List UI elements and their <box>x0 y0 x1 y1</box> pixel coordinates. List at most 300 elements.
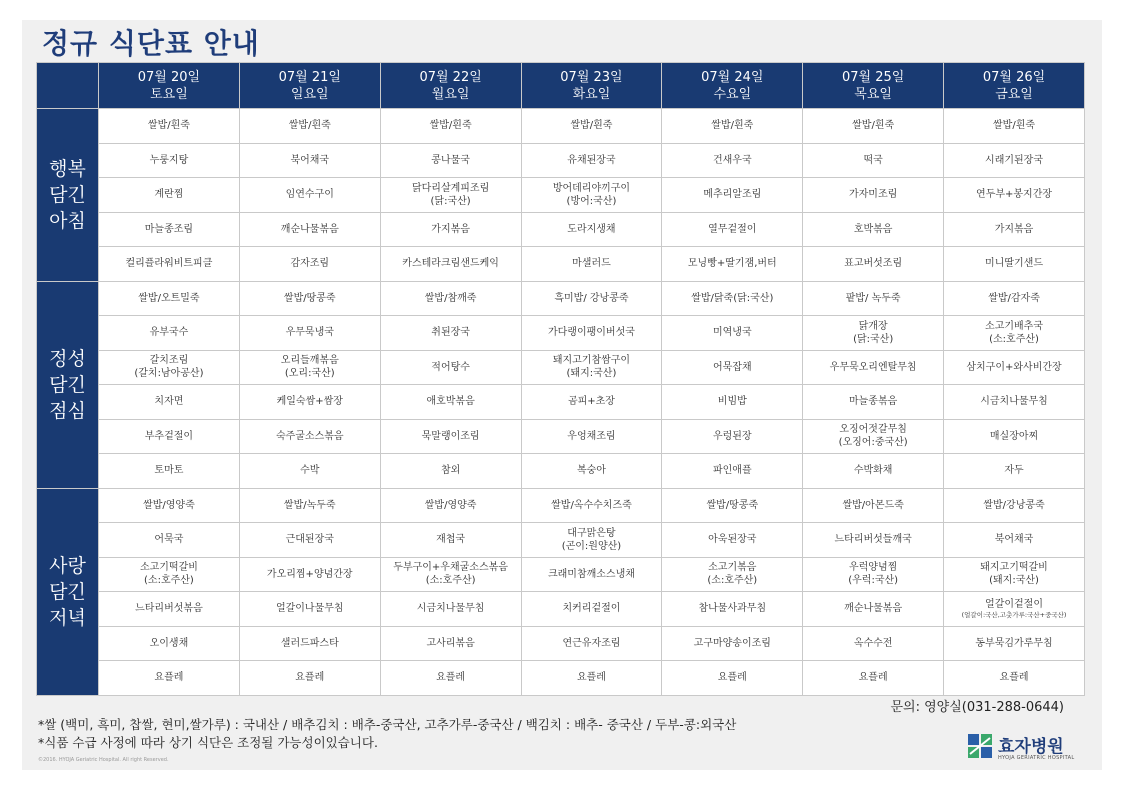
dish-text: 요플레 <box>858 672 888 684</box>
dish-cell <box>944 488 1085 523</box>
dish-cell <box>803 626 944 661</box>
dish-cell <box>380 385 521 420</box>
dish-cell <box>803 316 944 351</box>
day-header <box>380 63 521 109</box>
dish-text: 애호박볶음 <box>426 396 475 408</box>
breakfast-row <box>37 178 1085 213</box>
dish-cell <box>99 178 240 213</box>
dish-cell <box>380 557 521 592</box>
dish-cell <box>380 143 521 178</box>
day-header <box>521 63 662 109</box>
dish-cell <box>380 247 521 282</box>
dish-cell <box>521 281 662 316</box>
dish-cell <box>239 247 380 282</box>
dish-cell <box>944 247 1085 282</box>
day-header-row <box>37 63 1085 109</box>
dish-cell <box>803 178 944 213</box>
dish-text: 쌀밥/땅콩죽 <box>706 499 759 511</box>
dish-cell <box>803 592 944 627</box>
hospital-logo <box>968 732 1080 766</box>
dish-cell <box>944 592 1085 627</box>
dish-text: 곰피+초장 <box>567 396 615 408</box>
dish-cell <box>803 385 944 420</box>
dish-cell <box>944 419 1085 454</box>
dish-text: 쌀밥/강낭콩죽 <box>983 499 1045 511</box>
day-date: 07월 23일 <box>560 69 623 85</box>
dish-text: 쌀밥/땅콩죽 <box>283 292 336 304</box>
breakfast-row <box>37 212 1085 247</box>
dish-cell <box>521 178 662 213</box>
dish-cell <box>944 316 1085 351</box>
dish-cell <box>239 488 380 523</box>
notes <box>38 716 736 752</box>
dish-cell <box>803 212 944 247</box>
dish-cell <box>239 661 380 696</box>
dish-cell <box>662 178 803 213</box>
dish-text: 쌀밥/오트밀죽 <box>138 292 200 304</box>
logo-name: 효자병원 <box>998 737 1064 757</box>
dish-cell <box>99 419 240 454</box>
dish-cell <box>99 247 240 282</box>
day-weekday: 화요일 <box>572 86 611 102</box>
dish-cell <box>380 592 521 627</box>
lunch-label-line: 정성 <box>49 347 86 370</box>
day-date: 07월 22일 <box>419 69 482 85</box>
dish-text: (오징어:중국산) <box>838 437 908 449</box>
dinner-row <box>37 626 1085 661</box>
dish-cell <box>944 143 1085 178</box>
dish-text: 마늘종볶음 <box>848 396 898 408</box>
dish-text: (얼갈이:국산,고춧가루:국산+중국산) <box>961 610 1067 619</box>
dish-cell <box>239 143 380 178</box>
dish-cell <box>239 557 380 592</box>
dish-cell <box>239 592 380 627</box>
dish-cell <box>803 523 944 558</box>
menu-table <box>36 62 1085 696</box>
dish-text: 표고버섯조림 <box>844 258 903 270</box>
dish-cell <box>99 488 240 523</box>
dish-text: 쌀밥/아몬드죽 <box>842 499 904 511</box>
dish-text: 자두 <box>1004 465 1024 477</box>
dish-text: 연근유자조림 <box>562 637 621 649</box>
dish-text: (돼지:국산) <box>989 575 1039 587</box>
dish-cell <box>521 592 662 627</box>
dish-text: 쌀밥/흰죽 <box>570 120 613 132</box>
dish-text: 가오리찜+양념간장 <box>266 568 353 580</box>
dish-text: 취된장국 <box>431 327 470 339</box>
dish-cell <box>521 385 662 420</box>
dish-text: 참나물사과무침 <box>698 603 767 615</box>
breakfast-label-line: 행복 <box>49 157 86 180</box>
menu-sheet <box>22 20 1102 770</box>
dish-text: 북어채국 <box>290 154 330 166</box>
breakfast-row <box>37 247 1085 282</box>
dish-cell <box>380 454 521 489</box>
dish-text: 연두부+봉지간장 <box>976 189 1053 201</box>
dish-text: 쌀밥/흰죽 <box>993 120 1036 132</box>
dinner-row <box>37 523 1085 558</box>
dish-text: 토마토 <box>154 465 184 477</box>
dish-cell <box>239 626 380 661</box>
dish-text: 닭다리살계피조림 <box>411 182 490 194</box>
dish-text: 가지볶음 <box>994 223 1034 235</box>
day-weekday: 금요일 <box>995 86 1033 102</box>
dish-cell <box>99 143 240 178</box>
dish-cell <box>521 488 662 523</box>
dish-text: 팥밥/ 녹두죽 <box>845 292 901 304</box>
dish-text: 쌀밥/옥수수치즈죽 <box>551 499 632 511</box>
header-corner <box>37 63 99 109</box>
dish-cell <box>662 247 803 282</box>
day-header <box>944 63 1085 109</box>
dish-text: 누룽지탕 <box>149 154 189 166</box>
dish-text: 요플레 <box>999 672 1029 684</box>
dish-text: 건새우국 <box>712 154 752 166</box>
dish-text: 열무겉절이 <box>708 223 757 235</box>
dish-text: 아욱된장국 <box>708 534 757 546</box>
dish-text: (닭:국산) <box>430 195 471 207</box>
note-origin: *쌀 (백미, 흑미, 찹쌀, 현미,쌀가루) : 국내산 / 배추김치 : 배추-중국산, 고추가루-중국산 / 백김치 : 배추- 중국산 / 두부-콩:외국산 <box>38 717 737 732</box>
dish-cell <box>944 661 1085 696</box>
dish-cell <box>521 143 662 178</box>
dish-cell <box>662 109 803 144</box>
dish-text: 흑미밥/ 강낭콩죽 <box>554 292 629 304</box>
dish-cell <box>99 385 240 420</box>
dish-cell <box>662 350 803 385</box>
dish-text: 쌀밥/감자죽 <box>988 292 1040 304</box>
dish-text: 소고기떡갈비 <box>139 562 198 574</box>
dinner-label-line: 저녁 <box>49 606 86 629</box>
dinner-row <box>37 488 1085 523</box>
dinner-row <box>37 661 1085 696</box>
dish-text: 비빔밥 <box>717 396 747 408</box>
dish-cell <box>944 350 1085 385</box>
breakfast-label <box>37 109 99 282</box>
dish-text: 닭개장 <box>858 320 888 332</box>
dish-text: 오징어젓갈무침 <box>839 424 907 436</box>
dish-cell <box>99 557 240 592</box>
dish-cell <box>662 143 803 178</box>
dish-cell <box>99 212 240 247</box>
dish-cell <box>944 281 1085 316</box>
dish-text: 얼갈이겉절이 <box>985 598 1044 610</box>
dish-text: 크래미참깨소스냉채 <box>547 568 635 580</box>
dish-cell <box>99 316 240 351</box>
dish-cell <box>803 454 944 489</box>
lunch-label <box>37 281 99 488</box>
dish-cell <box>803 350 944 385</box>
dish-cell <box>380 488 521 523</box>
day-header <box>803 63 944 109</box>
logo-mark-icon <box>968 734 992 758</box>
day-header <box>662 63 803 109</box>
dish-text: 복숭아 <box>576 465 606 477</box>
dish-text: 쌀밥/흰죽 <box>429 120 472 132</box>
dish-text: 오이생채 <box>149 637 189 649</box>
dish-cell <box>521 316 662 351</box>
dish-text: 임연수구이 <box>285 189 334 201</box>
dish-cell <box>662 661 803 696</box>
dish-text: (우럭:국산) <box>848 575 899 587</box>
dish-cell <box>662 454 803 489</box>
dish-text: 미니딸기샌드 <box>985 258 1044 270</box>
day-weekday: 월요일 <box>431 86 470 102</box>
dish-text: 유부국수 <box>149 327 189 339</box>
dish-cell <box>239 523 380 558</box>
dish-cell <box>239 419 380 454</box>
dish-text: 우렁된장 <box>712 430 752 442</box>
dish-cell <box>239 212 380 247</box>
dish-text: (갈치:남아공산) <box>134 368 204 380</box>
dish-text: (소:호주산) <box>425 575 476 587</box>
lunch-row <box>37 281 1085 316</box>
dish-text: 도라지생채 <box>567 223 616 235</box>
day-header <box>239 63 380 109</box>
dish-text: 숙주굴소스볶음 <box>275 430 344 442</box>
dish-cell <box>239 385 380 420</box>
dish-cell <box>944 523 1085 558</box>
dish-cell <box>99 523 240 558</box>
dish-cell <box>239 178 380 213</box>
dish-cell <box>239 109 380 144</box>
dish-cell <box>662 212 803 247</box>
dish-cell <box>803 419 944 454</box>
day-weekday: 목요일 <box>854 86 892 102</box>
dish-cell <box>99 626 240 661</box>
dish-cell <box>380 626 521 661</box>
dish-text: 대구맑은탕 <box>567 527 616 539</box>
dish-cell <box>803 488 944 523</box>
dish-text: 깨순나물볶음 <box>844 603 903 615</box>
dish-text: 우무묵냉국 <box>285 327 334 339</box>
breakfast-row <box>37 109 1085 144</box>
dish-text: 방어데리야끼구이 <box>552 182 631 194</box>
dish-cell <box>99 661 240 696</box>
dish-text: 두부구이+우채굴소스볶음 <box>393 562 508 574</box>
dish-cell <box>99 109 240 144</box>
dish-cell <box>380 523 521 558</box>
dish-text: 매실장아찌 <box>989 430 1039 442</box>
dish-text: 마늘종조림 <box>144 223 194 235</box>
dish-text: (소:호주산) <box>144 575 194 587</box>
dish-text: 부추겉절이 <box>144 430 194 442</box>
dish-text: (닭:국산) <box>853 333 894 345</box>
breakfast-label-line: 아침 <box>49 209 86 232</box>
dish-cell <box>239 350 380 385</box>
dish-cell <box>239 454 380 489</box>
dish-text: 깨순나물볶음 <box>280 223 339 235</box>
dish-text: 근대된장국 <box>285 534 334 546</box>
dish-cell <box>239 281 380 316</box>
dish-text: 어묵잡채 <box>712 361 752 373</box>
dish-text: 묵말랭이조림 <box>421 430 480 442</box>
dish-text: 돼지고기참쌈구이 <box>552 355 631 367</box>
dish-text: 떡국 <box>863 154 883 166</box>
dish-cell <box>662 592 803 627</box>
dinner-label-line: 사랑 <box>49 554 86 577</box>
dish-cell <box>803 247 944 282</box>
dish-text: 소고기볶음 <box>708 562 757 574</box>
dish-text: 감자조림 <box>290 258 330 270</box>
dish-text: 요플레 <box>576 672 606 684</box>
dish-text: (돼지:국산) <box>566 368 617 380</box>
dinner-row <box>37 557 1085 592</box>
dish-cell <box>380 419 521 454</box>
dish-cell <box>944 557 1085 592</box>
dish-cell <box>521 247 662 282</box>
dinner-label-line: 담긴 <box>49 580 86 603</box>
dish-text: 가자미조림 <box>848 189 898 201</box>
dish-cell <box>521 109 662 144</box>
dish-text: (곤이:원양산) <box>561 540 622 552</box>
dish-text: 모닝빵+딸기잼,버터 <box>687 258 777 270</box>
dish-text: 요플레 <box>295 672 325 684</box>
dish-cell <box>380 109 521 144</box>
dish-text: 동부묵김가루무침 <box>975 637 1053 649</box>
dish-text: 쌀밥/흰죽 <box>288 120 331 132</box>
dish-text: 샐러드파스타 <box>280 637 339 649</box>
day-date: 07월 24일 <box>701 69 764 85</box>
dish-text: 쌀밥/영양죽 <box>143 499 195 511</box>
dish-text: (오리:국산) <box>284 368 335 380</box>
dish-text: 고사리볶음 <box>426 637 475 649</box>
day-header <box>99 63 240 109</box>
dish-text: 오리들깨볶음 <box>280 355 339 367</box>
dish-text: 소고기배추국 <box>985 320 1044 332</box>
day-weekday: 토요일 <box>150 86 188 102</box>
dish-cell <box>521 350 662 385</box>
dish-cell <box>99 592 240 627</box>
dish-text: 적어탕수 <box>431 361 470 373</box>
dish-cell <box>99 350 240 385</box>
lunch-row <box>37 454 1085 489</box>
dish-text: 시금치나물무침 <box>416 603 485 615</box>
dish-text: 삼치구이+와사비간장 <box>966 361 1062 373</box>
dish-text: 메추리알조림 <box>703 189 762 201</box>
day-date: 07월 25일 <box>841 69 905 85</box>
dish-cell <box>944 109 1085 144</box>
lunch-row <box>37 316 1085 351</box>
dish-text: 쌀밥/흰죽 <box>147 120 190 132</box>
dish-text: 콩나물국 <box>431 154 470 166</box>
breakfast-row <box>37 143 1085 178</box>
dish-text: 컬리플라워비트피클 <box>125 258 213 270</box>
dish-text: 쌀밥/흰죽 <box>852 120 895 132</box>
dish-cell <box>662 281 803 316</box>
dish-cell <box>944 454 1085 489</box>
dish-cell <box>99 281 240 316</box>
logo-subtitle: HYOJA GERIATRIC HOSPITAL <box>998 755 1075 761</box>
dish-cell <box>380 212 521 247</box>
contact-info: 문의: 영양실(031-288-0644) <box>890 700 1064 715</box>
note-adjustment: *식품 수급 사정에 따라 상기 식단은 조정될 가능성이있습니다. <box>38 735 378 750</box>
dish-text: 참외 <box>440 465 461 477</box>
dish-text: 쌀밥/영양죽 <box>424 499 477 511</box>
dish-text: 시금치나물무침 <box>980 396 1048 408</box>
day-date: 07월 26일 <box>982 69 1046 85</box>
dish-text: 치커리겉절이 <box>562 603 621 615</box>
dish-cell <box>803 557 944 592</box>
dish-text: 우무묵오리엔탈무침 <box>829 361 917 373</box>
dish-cell <box>803 143 944 178</box>
dish-text: 카스테라크림샌드케익 <box>402 258 499 270</box>
dish-text: 계란찜 <box>154 189 184 201</box>
lunch-label-line: 점심 <box>49 399 86 422</box>
dish-text: 가지볶음 <box>431 223 470 235</box>
dish-cell <box>99 454 240 489</box>
dish-cell <box>380 281 521 316</box>
dish-text: (소:호주산) <box>989 333 1039 345</box>
dish-text: 요플레 <box>154 672 184 684</box>
dish-text: 요플레 <box>436 672 466 684</box>
dish-text: 호박볶음 <box>853 223 893 235</box>
lunch-row <box>37 419 1085 454</box>
dish-cell <box>944 385 1085 420</box>
lunch-row <box>37 385 1085 420</box>
dinner-row <box>37 592 1085 627</box>
dish-text: 미역냉국 <box>712 327 752 339</box>
dish-cell <box>662 523 803 558</box>
dish-cell <box>380 316 521 351</box>
dish-cell <box>803 109 944 144</box>
dish-text: 수박화채 <box>853 465 893 477</box>
dish-text: 재첩국 <box>436 534 466 546</box>
day-date: 07월 20일 <box>137 69 201 85</box>
dish-text: 얼갈이나물무침 <box>275 603 344 615</box>
dish-text: 갈치조림 <box>149 355 189 367</box>
dish-text: 요플레 <box>717 672 747 684</box>
lunch-row <box>37 350 1085 385</box>
dish-text: 우럭양념찜 <box>848 562 898 574</box>
dish-cell <box>662 488 803 523</box>
dish-cell <box>521 454 662 489</box>
dish-text: 유채된장국 <box>567 154 616 166</box>
dish-text: 느타리버섯들깨국 <box>834 534 912 546</box>
dish-cell <box>380 178 521 213</box>
dish-cell <box>380 661 521 696</box>
dish-text: 치자면 <box>154 396 184 408</box>
dish-text: 옥수수전 <box>853 637 893 649</box>
dish-cell <box>944 626 1085 661</box>
dish-cell <box>521 661 662 696</box>
dish-text: 우엉채조림 <box>567 430 616 442</box>
dish-cell <box>944 178 1085 213</box>
dish-cell <box>662 419 803 454</box>
dish-text: 쌀밥/닭죽(닭:국산) <box>691 292 774 304</box>
dish-cell <box>662 557 803 592</box>
dish-cell <box>521 212 662 247</box>
dish-text: 고구마양송이조림 <box>693 637 771 649</box>
dish-text: 시래기된장국 <box>985 154 1044 166</box>
dish-cell <box>521 523 662 558</box>
lunch-label-line: 담긴 <box>49 373 86 396</box>
dish-cell <box>662 626 803 661</box>
dish-text: 돼지고기떡갈비 <box>980 562 1048 574</box>
dish-text: 케일숙쌈+쌈장 <box>276 396 343 408</box>
dish-text: 쌀밥/참깨죽 <box>424 292 477 304</box>
day-weekday: 일요일 <box>290 86 329 102</box>
dish-cell <box>521 557 662 592</box>
dish-cell <box>521 419 662 454</box>
dish-cell <box>803 281 944 316</box>
dish-text: 수박 <box>300 465 320 477</box>
dish-text: 가다랭이팽이버섯국 <box>547 327 635 339</box>
dish-text: 쌀밥/녹두죽 <box>283 499 336 511</box>
dish-text: 어묵국 <box>154 534 184 546</box>
copyright: ©2016. HYOJA Geriatric Hospital. All right Reserved. <box>38 757 169 763</box>
dish-cell <box>803 661 944 696</box>
day-date: 07월 21일 <box>278 69 341 85</box>
